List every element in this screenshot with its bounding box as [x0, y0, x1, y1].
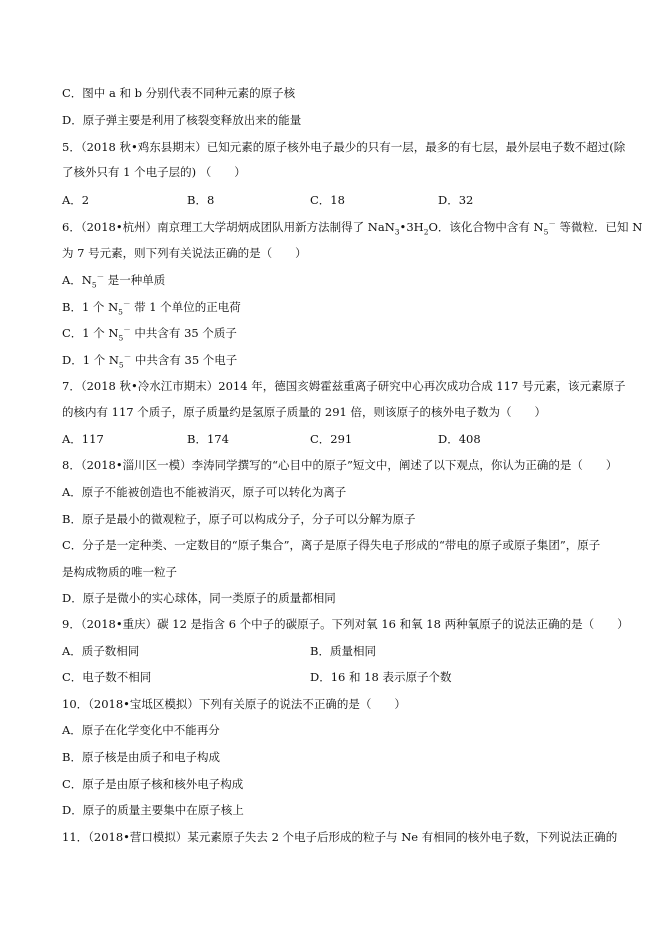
- text-fragment: A．N: [62, 273, 92, 287]
- question-9-option-a: A．质子数相同: [62, 644, 140, 658]
- text-fragment: 中共含有 35 个电子: [131, 353, 238, 367]
- question-5-line-2: 了核外只有 1 个电子层的) （ ）: [62, 165, 246, 179]
- question-10-option-b: B．原子核是由质子和电子构成: [62, 750, 220, 764]
- question-8-option-c-line-1: C．分子是一定种类、一定数目的“原子集合”，离子是原子得失电子形成的“带电的原子或原子集团”，原子: [62, 538, 601, 552]
- text-fragment: 是一种单质: [104, 273, 166, 287]
- question-8-option-c-line-2: 是构成物质的唯一粒子: [62, 565, 177, 579]
- question-6-option-a: [62, 272, 166, 290]
- question-10-option-d: D．原子的质量主要集中在原子核上: [62, 803, 244, 817]
- question-10-option-c: C．原子是由原子核和核外电子构成: [62, 777, 244, 791]
- subscript: 5: [118, 360, 124, 370]
- superscript: －: [548, 219, 556, 229]
- question-9-option-c: C．电子数不相同: [62, 670, 152, 684]
- text-fragment: 等微粒．已知 N: [555, 220, 643, 234]
- question-5-option-c: C．18: [310, 193, 345, 207]
- subscript: 3: [394, 227, 400, 237]
- question-8-option-d: D．原子是微小的实心球体，同一类原子的质量都相同: [62, 591, 336, 605]
- subscript: 5: [118, 333, 124, 343]
- question-9-option-b: B．质量相同: [310, 644, 376, 658]
- question-9-line-1: 9．（2018•重庆）碳 12 是指含 6 个中子的碳原子。下列对氧 16 和氧 18 两种氧原子的说法正确的是（ ）: [62, 617, 629, 631]
- question-7-line-1: 7．（2018 秋•冷水江市期末）2014 年，德国亥姆霍兹重离子研究中心再次成功合成 117 号元素，该元素原子: [62, 379, 626, 393]
- superscript: －: [123, 325, 131, 335]
- text-fragment: 带 1 个单位的正电荷: [130, 300, 241, 314]
- question-6-option-d: [62, 352, 238, 370]
- text-fragment: •3H: [399, 220, 424, 234]
- question-10-line-1: 10．（2018•宝坻区模拟）下列有关原子的说法不正确的是（ ）: [62, 697, 406, 711]
- question-6-option-b: [62, 299, 241, 317]
- question-7-option-c: C．291: [310, 432, 353, 446]
- text-fragment: B．1 个 N: [62, 300, 119, 314]
- question-8-option-a: A．原子不能被创造也不能被消灭，原子可以转化为离子: [62, 485, 347, 499]
- question-10-option-a: A．原子在化学变化中不能再分: [62, 723, 220, 737]
- question-6-line-2: 为 7 号元素，则下列有关说法正确的是（ ）: [62, 246, 307, 260]
- superscript: －: [122, 299, 131, 309]
- question-5-option-b: B．8: [187, 193, 215, 207]
- superscript: －: [96, 272, 105, 282]
- question-7-option-d: D．408: [438, 432, 481, 446]
- superscript: －: [123, 352, 132, 362]
- question-6-line-1: [62, 219, 643, 237]
- subscript: 5: [91, 280, 97, 290]
- question-9-option-d: D．16 和 18 表示原子个数: [310, 670, 452, 684]
- text-fragment: D．1 个 N: [62, 353, 119, 367]
- question-8-line-1: 8．（2018•淄川区一模）李涛同学撰写的“心目中的原子”短文中，阐述了以下观点，你认为正确的是（ ）: [62, 458, 618, 472]
- question-5-option-a: A．2: [62, 193, 90, 207]
- option-line: D．原子弹主要是利用了核裂变释放出来的能量: [62, 113, 302, 127]
- question-5-line-1: 5．（2018 秋•鸡东县期末）已知元素的原子核外电子最少的只有一层，最多的有七层，最外层电子数不超过(除: [62, 140, 626, 154]
- question-7-option-b: B．174: [187, 432, 229, 446]
- question-7-option-a: A．117: [62, 432, 104, 446]
- subscript: 5: [118, 307, 123, 317]
- text-fragment: 6．（2018•杭州）南京理工大学胡炳成团队用新方法制得了 NaN: [62, 220, 395, 234]
- text-fragment: O．该化合物中含有 N: [428, 220, 544, 234]
- question-11-line-1: 11．（2018•营口模拟）某元素原子失去 2 个电子后形成的粒子与 Ne 有相同的核外电子数，下列说法正确的: [62, 830, 618, 844]
- question-6-option-c: [62, 325, 237, 343]
- text-fragment: 中共含有 35 个质子: [130, 326, 237, 340]
- subscript: 2: [423, 227, 429, 237]
- subscript: 5: [543, 227, 549, 237]
- text-fragment: C．1 个 N: [62, 326, 119, 340]
- question-7-line-2: 的核内有 117 个质子，原子质量约是氢原子质量的 291 倍，则该原子的核外电子数为（ ）: [62, 405, 547, 419]
- question-8-option-b: B．原子是最小的微观粒子，原子可以构成分子，分子可以分解为原子: [62, 512, 416, 526]
- option-line: C．图中 a 和 b 分别代表不同种元素的原子核: [62, 86, 296, 100]
- question-5-option-d: D．32: [438, 193, 474, 207]
